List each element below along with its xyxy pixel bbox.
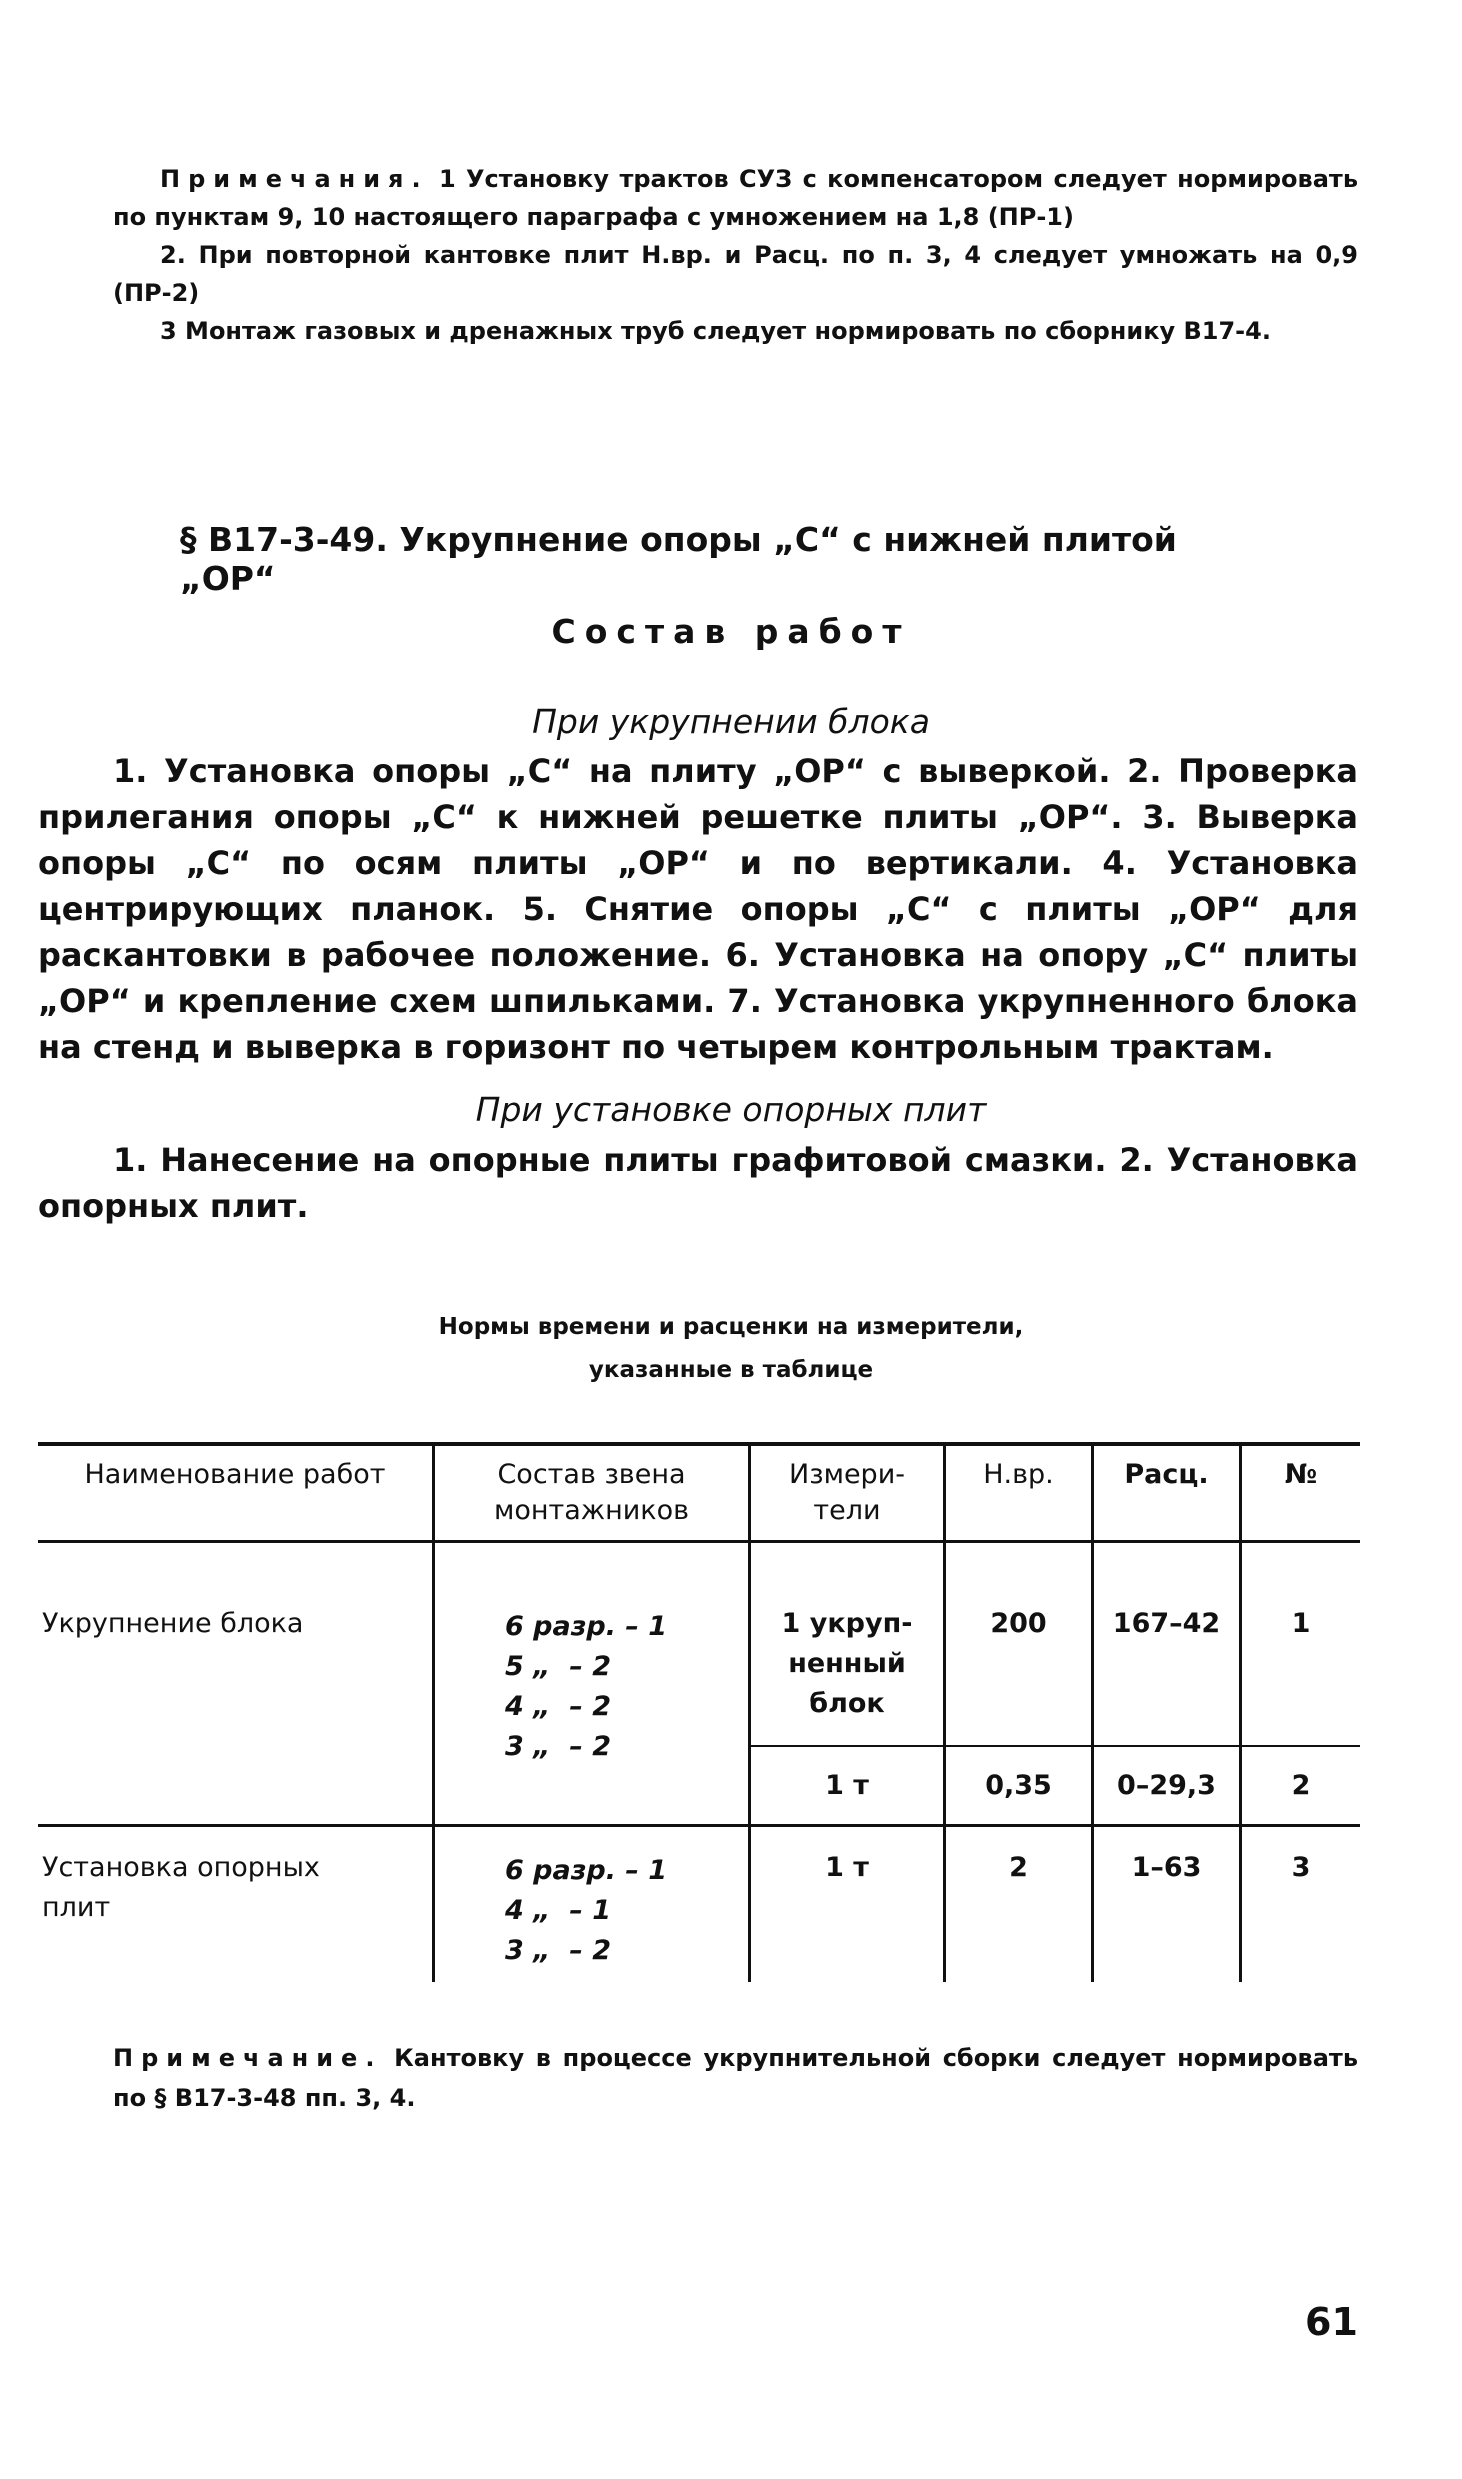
header-norm: Н.вр. xyxy=(983,1459,1054,1490)
header-number: № xyxy=(1284,1459,1318,1490)
table-header-rule xyxy=(38,1540,1360,1543)
header-crew-line-1: Состав звена xyxy=(497,1459,686,1490)
paragraph-support-plates-text: 1. Нанесение на опорные плиты графитовой смазки. 2. Установка опорных плит. xyxy=(38,1141,1358,1225)
row1-norm: 200 xyxy=(990,1608,1047,1639)
row2-work-line-1: Установка опорных xyxy=(42,1852,320,1883)
table-title-line-2: указанные в таблице xyxy=(588,1357,874,1383)
table-top-rule xyxy=(38,1442,1360,1446)
row1-crew-2: 5 „ – 2 xyxy=(505,1651,612,1682)
top-notes xyxy=(113,160,1358,350)
row1-number: 1 xyxy=(1291,1608,1311,1639)
row1-crew-4: 3 „ – 2 xyxy=(505,1731,612,1762)
header-crew-line-2: монтажников xyxy=(493,1495,690,1526)
section-title: § В17-3-49. Укрупнение опоры „С“ с нижней плитой „ОР“ xyxy=(180,520,1177,598)
row1-unit-line-3: блок xyxy=(809,1688,885,1719)
row1-crew-3: 4 „ – 2 xyxy=(505,1691,612,1722)
note-1-text: 1 Установку трактов СУЗ с компенсатором следует нормировать по пунктам 9, 10 настоящего параграфа с умножением на 1,8 (ПР-1) xyxy=(113,165,1359,231)
bottom-note-text: Кантовку в процессе укрупнительной сборки следует нормировать по § В17-3-48 пп. 3, 4. xyxy=(113,2044,1358,2112)
row1-work: Укрупнение блока xyxy=(42,1608,304,1639)
row2-crew-1: 6 разр. – 1 xyxy=(505,1855,668,1886)
row1b-number: 2 xyxy=(1291,1770,1311,1801)
table-col-rule xyxy=(1239,1442,1242,1982)
note-heading: Примечания. xyxy=(160,165,429,193)
row2-unit: 1 т xyxy=(825,1852,869,1883)
table-title-line-1: Нормы времени и расценки на измерители, xyxy=(438,1314,1024,1340)
row1b-price: 0–29,3 xyxy=(1117,1770,1216,1801)
table-row-rule xyxy=(38,1824,1360,1827)
row1-price: 167–42 xyxy=(1112,1608,1221,1639)
subheading-support-plates: При установке опорных плит xyxy=(475,1090,987,1129)
note-3: 3 Монтаж газовых и дренажных труб следует нормировать по сборнику В17-4. xyxy=(160,317,1271,345)
subheading-block-assembly: При укрупнении блока xyxy=(532,702,930,741)
row2-norm: 2 xyxy=(1009,1852,1028,1883)
table-col-rule xyxy=(1091,1442,1094,1982)
row1-crew-1: 6 разр. – 1 xyxy=(505,1611,668,1642)
row2-crew-2: 4 „ – 1 xyxy=(505,1895,612,1926)
bottom-note-heading: Примечание. xyxy=(113,2044,383,2072)
row1b-unit: 1 т xyxy=(825,1770,869,1801)
header-unit-line-1: Измери- xyxy=(789,1459,905,1490)
header-price: Расц. xyxy=(1124,1459,1209,1490)
header-work: Наименование работ xyxy=(84,1459,386,1490)
composition-heading: Состав работ xyxy=(551,612,911,651)
header-unit-line-2: тели xyxy=(813,1495,881,1526)
table-col-rule xyxy=(943,1442,946,1982)
paragraph-block-assembly-text: 1. Установка опоры „С“ на плиту „ОР“ с выверкой. 2. Проверка прилегания опоры „С“ к нижней решетке плиты „ОР“. 3. Выверка опоры „С“ по осям плиты „ОР“ и по вертикали. 4. Установка центрирующих планок. 5. Снятие опоры „С“ с плиты „ОР“ для раскантовки в рабочее положение. 6. Установка на опору „С“ плиты „ОР“ и крепление схем шпильками. 7. Установка укрупненного блока на стенд и выверка в горизонт по четырем контрольным трактам. xyxy=(38,752,1358,1066)
row2-work-line-2: плит xyxy=(42,1892,111,1923)
note-2: 2. При повторной кантовке плит Н.вр. и Расц. по п. 3, 4 следует умножать на 0,9 (ПР-2) xyxy=(113,241,1358,307)
paragraph-block-assembly xyxy=(38,748,1358,1070)
paragraph-support-plates xyxy=(38,1137,1358,1229)
row2-crew-3: 3 „ – 2 xyxy=(505,1935,612,1966)
row2-number: 3 xyxy=(1291,1852,1311,1883)
row1b-norm: 0,35 xyxy=(985,1770,1052,1801)
row1-unit-line-2: ненный xyxy=(788,1648,906,1679)
note-1 xyxy=(113,160,1358,236)
page-number: 61 xyxy=(1305,2300,1358,2344)
bottom-note xyxy=(113,2038,1358,2118)
row2-price: 1–63 xyxy=(1131,1852,1202,1883)
row1-unit-line-1: 1 укруп- xyxy=(781,1608,913,1639)
table-subrow-rule xyxy=(748,1745,1360,1747)
